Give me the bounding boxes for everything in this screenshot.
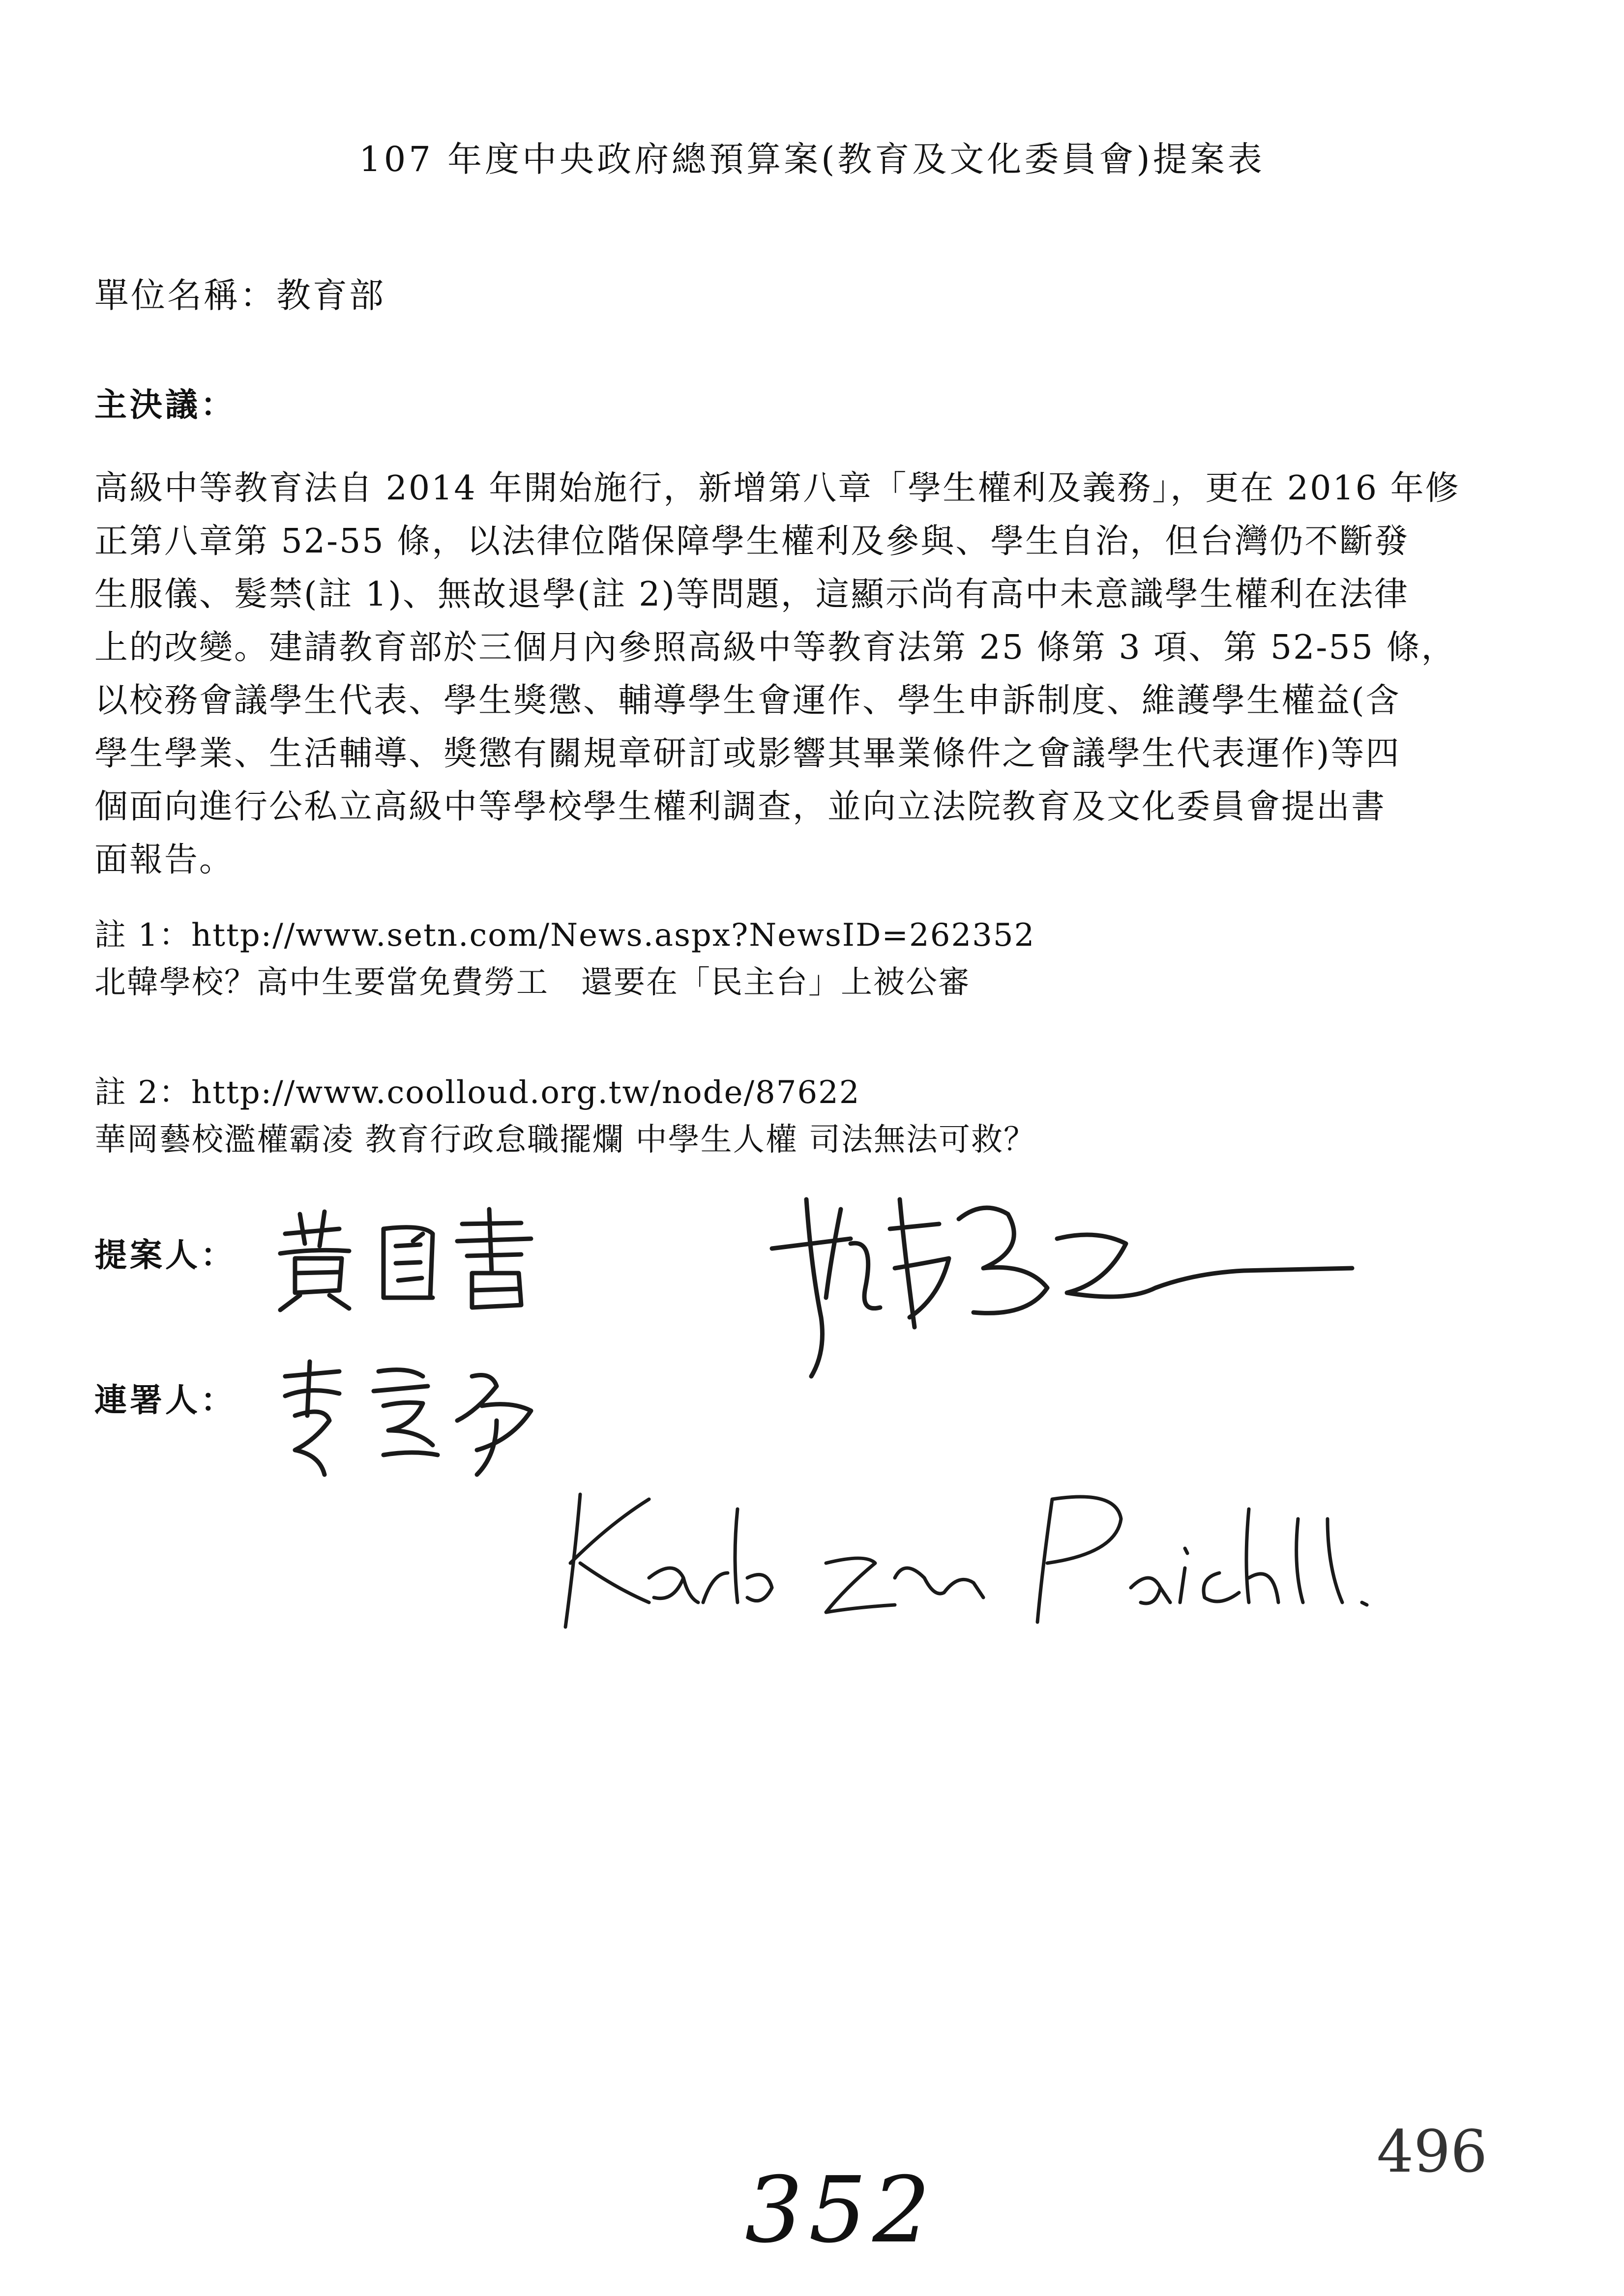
- unit-value: 教育部: [276, 275, 385, 316]
- resolution-line: 學生學業、生活輔導、獎懲有關規章研訂或影響其畢業條件之會議學生代表運作)等四: [94, 734, 1401, 773]
- page-number: [740, 2157, 996, 2263]
- note-1: [94, 912, 1035, 1006]
- resolution-line: 生服儀、髮禁(註 1)、無故退學(註 2)等問題，這顯示尚有高中未意識學生權利在法律: [94, 575, 1409, 614]
- resolution-heading: 主決議：: [94, 385, 236, 424]
- cosigner-signature-2: [551, 1480, 1426, 1642]
- form-title: 107 年度中央政府總預算案(教育及文化委員會)提案表: [359, 139, 1265, 179]
- resolution-line: 上的改變。建請教育部於三個月內參照高級中等教育法第 25 條第 3 項、第 52-55 條，: [94, 628, 1456, 667]
- note-2-caption: 華岡藝校濫權霸凌 教育行政怠職擺爛 中學生人權 司法無法可救？: [94, 1122, 1036, 1158]
- unit-line: [94, 268, 385, 318]
- note-2-url: 註 2：http://www.coolloud.org.tw/node/87622: [94, 1075, 860, 1111]
- unit-label: 單位名稱：: [94, 275, 276, 316]
- note-1-url: 註 1：http://www.setn.com/News.aspx?NewsID=262352: [94, 917, 1035, 954]
- resolution-line: 以校務會議學生代表、學生獎懲、輔導學生會運作、學生申訴制度、維護學生權益(含: [94, 681, 1401, 720]
- resolution-text: [94, 462, 1550, 887]
- proposer-label: 提案人：: [94, 1236, 236, 1274]
- cosigner-signature: [266, 1357, 541, 1480]
- cosigner-label: 連署人：: [94, 1381, 236, 1419]
- resolution-line: 正第八章第 52-55 條，以法律位階保障學生權利及參與、學生自治，但台灣仍不斷發: [94, 522, 1410, 561]
- resolution-line: 高級中等教育法自 2014 年開始施行，新增第八章「學生權利及義務」，更在 2016 年修: [94, 469, 1460, 508]
- proposer-signature-2: [752, 1170, 1382, 1391]
- resolution-line: 面報告。: [94, 841, 235, 879]
- resolution-line: 個面向進行公私立高級中等學校學生權利調查，並向立法院教育及文化委員會提出書: [94, 787, 1387, 826]
- corner-number-text: 496: [1377, 2118, 1488, 2185]
- note-1-caption: 北韓學校？高中生要當免費勞工 還要在「民主台」上被公審: [94, 964, 971, 1001]
- note-2: [94, 1069, 1036, 1163]
- proposer-signature: [266, 1199, 541, 1312]
- corner-number: [1372, 2119, 1500, 2187]
- page-number-text: 352: [745, 2157, 937, 2263]
